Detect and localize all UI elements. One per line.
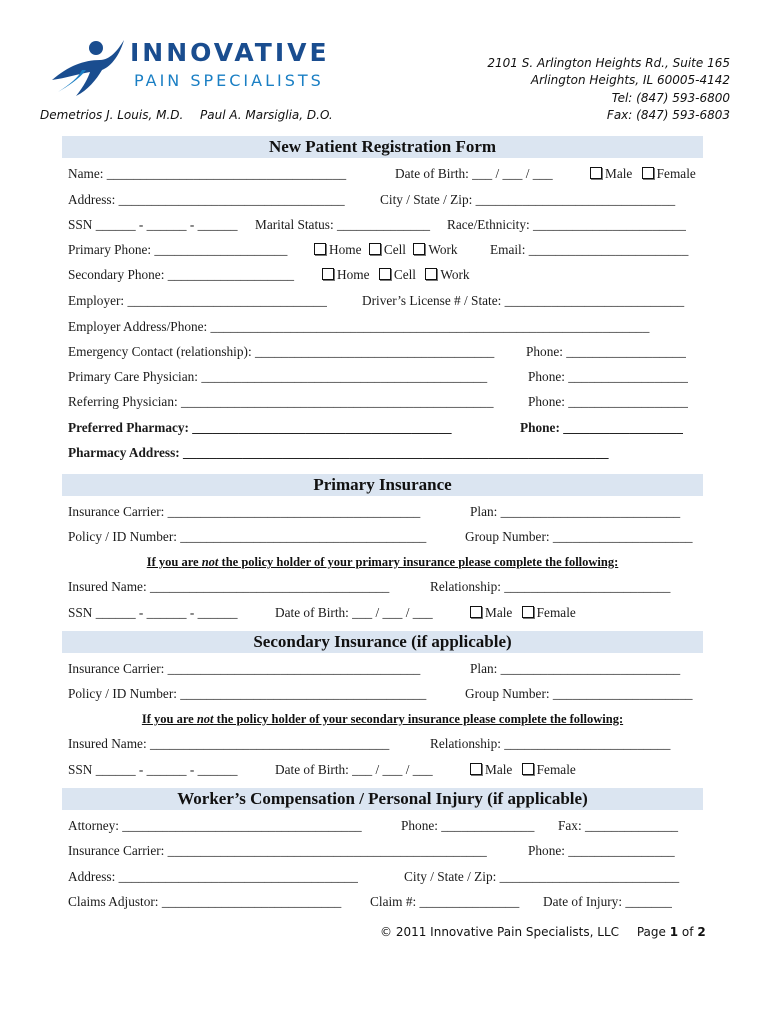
wc-carrier-field[interactable]: Insurance Carrier: ________________________________________________ [68, 843, 487, 858]
primary-relationship-field[interactable]: Relationship: _________________________ [430, 579, 671, 594]
male-label: Male [605, 166, 633, 181]
work-label: Work [440, 267, 470, 282]
secondary-carrier-field[interactable]: Insurance Carrier: ______________________________________ [68, 661, 421, 676]
clinic-phone: Tel: (847) 593-6800 [611, 91, 730, 105]
wc-city-state-zip-field[interactable]: City / State / Zip: ___________________________ [404, 869, 680, 884]
doctor-name-1: Demetrios J. Louis, M.D. [40, 108, 184, 122]
female-label: Female [536, 605, 576, 620]
address-field[interactable]: Address: __________________________________ [68, 192, 345, 207]
dob-field[interactable]: Date of Birth: ___ / ___ / ___ [395, 166, 553, 181]
secondary-phone-field[interactable]: Secondary Phone: ___________________ [68, 267, 295, 282]
primary-insurance-title: Primary Insurance [313, 475, 452, 494]
employer-address-field[interactable]: Employer Address/Phone: __________________________________________________________________ [68, 319, 650, 334]
female-label: Female [536, 762, 576, 777]
emergency-contact-field[interactable]: Emergency Contact (relationship): ____________________________________ [68, 344, 495, 359]
secondary-insured-sex [470, 762, 576, 778]
female-checkbox[interactable] [522, 606, 534, 618]
logo-figure-icon [48, 36, 128, 100]
referring-phone-field[interactable]: Phone: __________________ [528, 394, 688, 409]
workers-comp-title: Worker’s Compensation / Personal Injury (if applicable) [177, 789, 588, 808]
female-checkbox[interactable] [642, 167, 654, 179]
drivers-license-field[interactable]: Driver’s License # / State: ___________________________ [362, 293, 685, 308]
employer-field[interactable]: Employer: ______________________________ [68, 293, 327, 308]
primary-care-physician-field[interactable]: Primary Care Physician: ___________________________________________ [68, 369, 488, 384]
home-checkbox[interactable] [322, 268, 334, 280]
primary-insured-ssn-field[interactable]: SSN ______ - ______ - ______ [68, 605, 238, 620]
work-checkbox[interactable] [425, 268, 437, 280]
male-checkbox[interactable] [470, 763, 482, 775]
primary-insured-dob-field[interactable]: Date of Birth: ___ / ___ / ___ [275, 605, 433, 620]
clinic-address-line2: Arlington Heights, IL 60005-4142 [530, 73, 730, 87]
primary-phone-type [314, 242, 458, 258]
pharmacy-phone-field[interactable]: Phone: __________________ [520, 420, 683, 435]
referring-physician-field[interactable]: Referring Physician: _______________________________________________ [68, 394, 494, 409]
primary-phone-field[interactable]: Primary Phone: ____________________ [68, 242, 288, 257]
home-label: Home [329, 242, 362, 257]
primary-insured-sex [470, 605, 576, 621]
copyright: © 2011 Innovative Pain Specialists, LLC [380, 925, 620, 939]
clinic-address-line1: 2101 S. Arlington Heights Rd., Suite 165 [487, 56, 730, 70]
primary-policyholder-notice: If you are not the policy holder of your primary insurance please complete the following: [146, 555, 619, 569]
preferred-pharmacy-field[interactable]: Preferred Pharmacy: _______________________________________ [68, 420, 452, 435]
work-label: Work [428, 242, 458, 257]
male-checkbox[interactable] [590, 167, 602, 179]
attorney-phone-field[interactable]: Phone: ______________ [401, 818, 535, 833]
home-checkbox[interactable] [314, 243, 326, 255]
primary-policy-field[interactable]: Policy / ID Number: _____________________________________ [68, 529, 427, 544]
primary-plan-field[interactable]: Plan: ___________________________ [470, 504, 681, 519]
race-ethnicity-field[interactable]: Race/Ethnicity: _______________________ [447, 217, 686, 232]
primary-carrier-field[interactable]: Insurance Carrier: ______________________________________ [68, 504, 421, 519]
pcp-phone-field[interactable]: Phone: __________________ [528, 369, 688, 384]
page-label: Page [636, 925, 666, 939]
pharmacy-address-field[interactable]: Pharmacy Address: ________________________________________________________________ [68, 445, 609, 460]
email-field[interactable]: Email: ________________________ [490, 242, 689, 257]
secondary-plan-field[interactable]: Plan: ___________________________ [470, 661, 681, 676]
secondary-policyholder-notice: If you are not the policy holder of your secondary insurance please complete the following: [141, 712, 624, 726]
page-number: 1 [669, 925, 679, 939]
logo-wordmark: INNOVATIVE [130, 38, 330, 67]
cell-checkbox[interactable] [369, 243, 381, 255]
name-field[interactable]: Name: ____________________________________ [68, 166, 347, 181]
form-title: New Patient Registration Form [268, 137, 497, 156]
cell-checkbox[interactable] [379, 268, 391, 280]
footer [380, 925, 706, 939]
male-label: Male [485, 762, 513, 777]
claims-adjustor-field[interactable]: Claims Adjustor: ___________________________ [68, 894, 342, 909]
attorney-field[interactable]: Attorney: ____________________________________ [68, 818, 362, 833]
wc-carrier-phone-field[interactable]: Phone: ________________ [528, 843, 675, 858]
secondary-policy-field[interactable]: Policy / ID Number: _____________________________________ [68, 686, 427, 701]
date-of-injury-field[interactable]: Date of Injury: _______ [543, 894, 672, 909]
secondary-insured-ssn-field[interactable]: SSN ______ - ______ - ______ [68, 762, 238, 777]
clinic-fax: Fax: (847) 593-6803 [606, 108, 730, 122]
ssn-field[interactable]: SSN ______ - ______ - ______ [68, 217, 238, 232]
secondary-relationship-field[interactable]: Relationship: _________________________ [430, 736, 671, 751]
primary-group-field[interactable]: Group Number: _____________________ [465, 529, 693, 544]
secondary-insured-dob-field[interactable]: Date of Birth: ___ / ___ / ___ [275, 762, 433, 777]
page-of: of [681, 925, 694, 939]
work-checkbox[interactable] [413, 243, 425, 255]
doctor-name-2: Paul A. Marsiglia, D.O. [200, 108, 333, 122]
marital-status-field[interactable]: Marital Status: ______________ [255, 217, 431, 232]
secondary-phone-type [322, 267, 470, 283]
male-checkbox[interactable] [470, 606, 482, 618]
page-total: 2 [697, 925, 706, 939]
emergency-phone-field[interactable]: Phone: __________________ [526, 344, 686, 359]
attorney-fax-field[interactable]: Fax: ______________ [558, 818, 679, 833]
secondary-insurance-title: Secondary Insurance (if applicable) [253, 632, 512, 651]
female-checkbox[interactable] [522, 763, 534, 775]
male-label: Male [485, 605, 513, 620]
cell-label: Cell [383, 242, 406, 257]
secondary-group-field[interactable]: Group Number: _____________________ [465, 686, 693, 701]
claim-number-field[interactable]: Claim #: _______________ [370, 894, 520, 909]
logo-subtitle: PAIN SPECIALISTS [134, 71, 324, 90]
sex-options [590, 166, 696, 182]
city-state-zip-field[interactable]: City / State / Zip: ______________________________ [380, 192, 676, 207]
female-label: Female [656, 166, 696, 181]
wc-address-field[interactable]: Address: ____________________________________ [68, 869, 358, 884]
secondary-insured-name-field[interactable]: Insured Name: ____________________________________ [68, 736, 390, 751]
primary-insured-name-field[interactable]: Insured Name: ____________________________________ [68, 579, 390, 594]
cell-label: Cell [393, 267, 416, 282]
home-label: Home [337, 267, 370, 282]
